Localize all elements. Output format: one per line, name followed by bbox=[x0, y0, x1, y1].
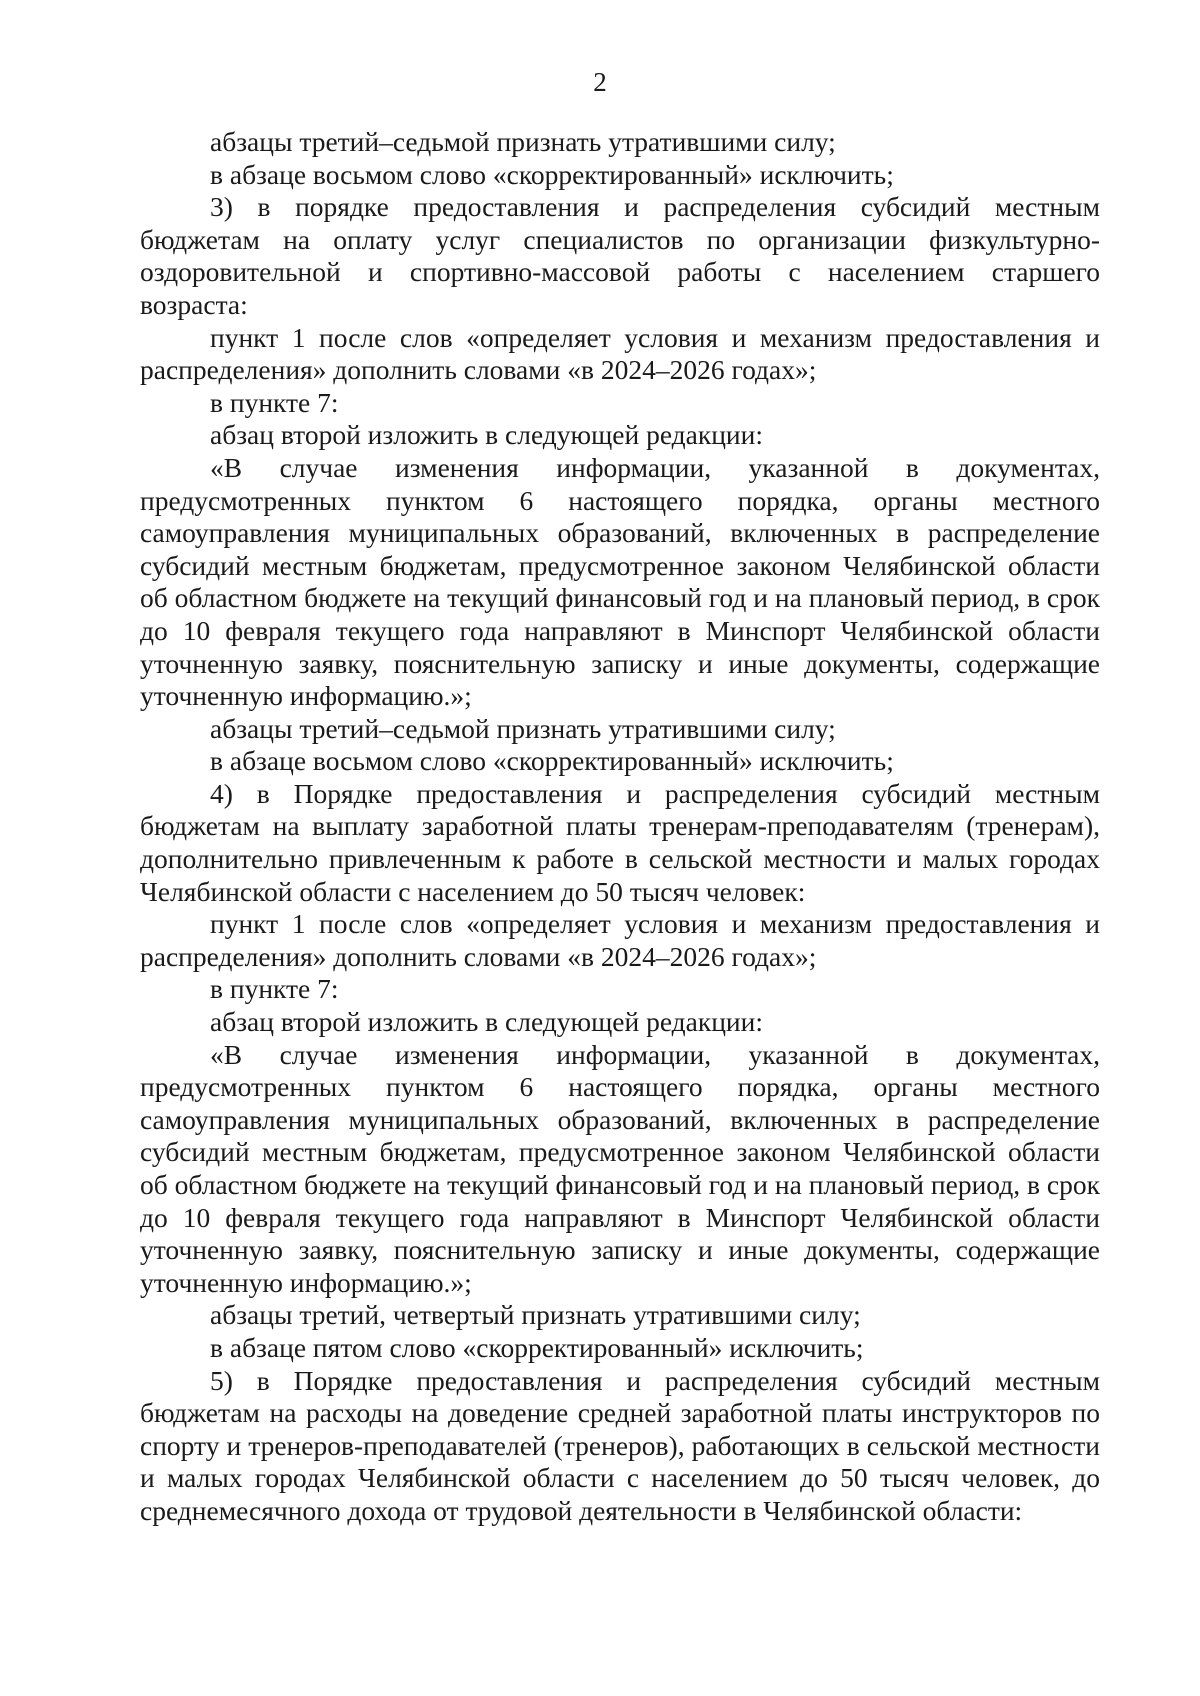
paragraph: в абзаце восьмом слово «скорректированный» исключить; bbox=[210, 745, 894, 777]
paragraph: абзац второй изложить в следующей редакции: bbox=[210, 1006, 764, 1038]
paragraph: абзацы третий–седьмой признать утратившими силу; bbox=[210, 126, 836, 157]
paragraph: 4) в Порядке предоставления и распределения субсидий местным бюджетам на выплату заработной платы тренерам-преподавателям (тренерам), дополнительно привлеченным к работе в сельской местности и малых городах Челябинской области с населением до 50 тысяч человек: bbox=[140, 777, 1100, 907]
paragraph: абзац второй изложить в следующей редакции: bbox=[210, 419, 764, 451]
paragraph: пункт 1 после слов «определяет условия и механизм предоставления и распределения» дополнить словами «в 2024–2026 годах»; bbox=[140, 321, 1100, 386]
paragraph: абзацы третий–седьмой признать утратившими силу; bbox=[210, 712, 836, 744]
paragraph: в пункте 7: bbox=[210, 973, 339, 1005]
quoted-paragraph: «В случае изменения информации, указанной в документах, предусмотренных пунктом 6 настоящего порядка, органы местного самоуправления муниципальных образований, включенных в распределение субсидий местным бюджетам, предусмотренное законом Челябинской области об областном бюджете на текущий финансовый год и на плановый период, в срок до 10 февраля текущего года направляют в Минспорт Челябинской области уточненную заявку, пояснительную записку и иные документы, содержащие уточненную информацию.»; bbox=[140, 1038, 1100, 1298]
paragraph: в абзаце восьмом слово «скорректированный» исключить; bbox=[210, 158, 894, 190]
quoted-paragraph: «В случае изменения информации, указанной в документах, предусмотренных пунктом 6 настоящего порядка, органы местного самоуправления муниципальных образований, включенных в распределение субсидий местным бюджетам, предусмотренное законом Челябинской области об областном бюджете на текущий финансовый год и на плановый период, в срок до 10 февраля текущего года направляют в Минспорт Челябинской области уточненную заявку, пояснительную записку и иные документы, содержащие уточненную информацию.»; bbox=[140, 451, 1100, 712]
paragraph: в пункте 7: bbox=[210, 386, 339, 418]
paragraph: пункт 1 после слов «определяет условия и механизм предоставления и распределения» дополнить словами «в 2024–2026 годах»; bbox=[140, 908, 1100, 972]
document-body bbox=[140, 126, 1100, 1528]
paragraph: абзацы третий, четвертый признать утратившими силу; bbox=[210, 1299, 861, 1331]
paragraph: в абзаце пятом слово «скорректированный» исключить; bbox=[210, 1331, 864, 1363]
page-number: 2 bbox=[593, 67, 607, 97]
paragraph: 5) в Порядке предоставления и распределения субсидий местным бюджетам на расходы на доведение средней заработной платы инструкторов по спорту и тренеров-преподавателей (тренеров), работающих в сельской местности и малых городах Челябинской области с населением до 50 тысяч человек, до среднемесячного дохода от трудовой деятельности в Челябинской области: bbox=[140, 1364, 1100, 1526]
paragraph: 3) в порядке предоставления и распределения субсидий местным бюджетам на оплату услуг специалистов по организации физкультурно-оздоровительной и спортивно-массовой работы с населением старшего возраста: bbox=[140, 191, 1100, 320]
